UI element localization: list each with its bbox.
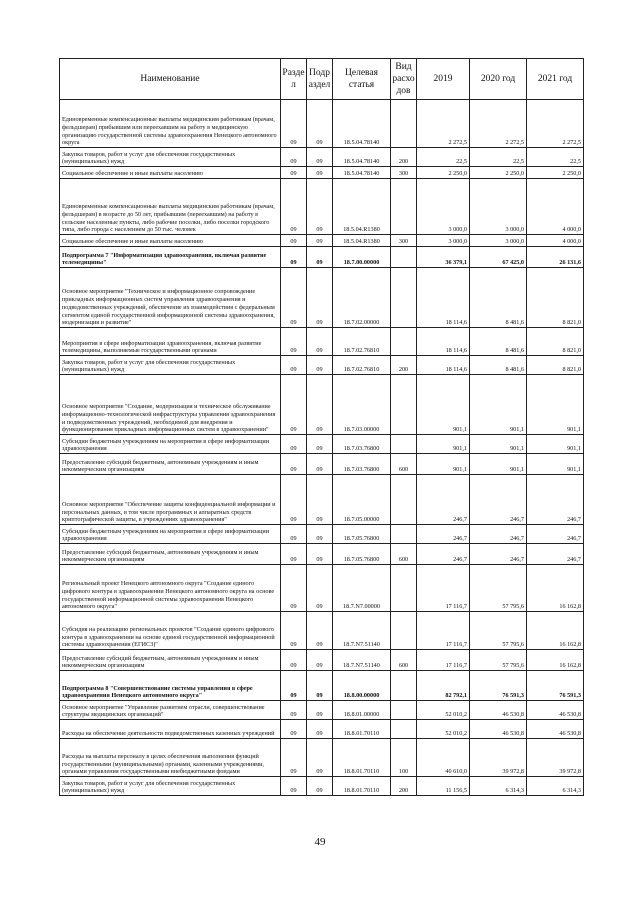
row-section: 09 [281, 328, 307, 356]
row-section: 09 [281, 544, 307, 565]
row-expense-type [391, 247, 417, 268]
table-row [60, 650, 584, 671]
row-value-2019: 22,5 [417, 148, 470, 167]
row-expense-type: 600 [391, 650, 417, 671]
row-name: Предоставление субсидий бюджетным, автономным учреждениям и иным некоммерческим организациям [60, 650, 281, 671]
header-name: Наименование [60, 59, 281, 100]
row-expense-type: 100 [391, 739, 417, 777]
table-row [60, 525, 584, 544]
budget-table [59, 58, 584, 796]
row-value-2021: 246,7 [527, 525, 584, 544]
row-expense-type: 600 [391, 454, 417, 475]
row-target-article: 18.7.02.76810 [333, 356, 391, 375]
table-row [60, 475, 584, 525]
row-name: Субсидии бюджетным учреждениям на мероприятия в сфере информатизации здравоохранения [60, 435, 281, 454]
table-row [60, 701, 584, 720]
row-value-2019: 246,7 [417, 525, 470, 544]
row-target-article: 18.8.01.70110 [333, 720, 391, 739]
row-value-2021: 901,1 [527, 435, 584, 454]
row-value-2019: 11 156,5 [417, 777, 470, 796]
row-target-article: 18.5.04.78140 [333, 100, 391, 148]
row-target-article: 18.7.05.76800 [333, 525, 391, 544]
row-subsection: 09 [307, 435, 333, 454]
row-section: 09 [281, 268, 307, 328]
row-target-article: 18.7.05.76800 [333, 544, 391, 565]
row-value-2019: 52 010,2 [417, 720, 470, 739]
row-value-2021: 2 272,5 [527, 100, 584, 148]
row-name: Мероприятия в сфере информатизации здравоохранения, включая развитие телемедицины, выполняемые государственными органами [60, 328, 281, 356]
row-name: Закупка товаров, работ и услуг для обеспечения государственных (муниципальных) нужд [60, 777, 281, 796]
row-expense-type [391, 475, 417, 525]
row-name: Расходы на выплаты персоналу в целях обеспечения выполнения функций государственными (муниципальными) органами, казенными учреждениями, органами управления государственными внебюджетными фондами [60, 739, 281, 777]
row-value-2019: 3 000,0 [417, 235, 470, 247]
row-value-2020: 76 591,3 [470, 671, 527, 701]
table-row [60, 720, 584, 739]
row-value-2020: 246,7 [470, 525, 527, 544]
row-target-article: 18.8.01.70110 [333, 739, 391, 777]
row-expense-type [391, 565, 417, 612]
row-section: 09 [281, 435, 307, 454]
table-row [60, 268, 584, 328]
row-section: 09 [281, 475, 307, 525]
row-target-article: 18.7.03.76800 [333, 454, 391, 475]
row-subsection: 09 [307, 356, 333, 375]
row-value-2019: 36 379,1 [417, 247, 470, 268]
row-value-2021: 4 000,0 [527, 179, 584, 235]
row-subsection: 09 [307, 720, 333, 739]
table-body [60, 100, 584, 796]
table-row [60, 148, 584, 167]
row-name: Единовременные компенсационные выплаты медицинским работникам (врачам, фельдшерам) в возрасте до 50 лет, прибывшим (переехавшим) на работу в сельские населенные пункты, либо рабочие поселки, либо поселки городского типа, либо города с населением до 50 тыс. человек [60, 179, 281, 235]
row-value-2019: 18 114,6 [417, 356, 470, 375]
row-value-2019: 246,7 [417, 475, 470, 525]
row-value-2020: 901,1 [470, 375, 527, 435]
row-section: 09 [281, 375, 307, 435]
row-target-article: 18.5.04.R1380 [333, 235, 391, 247]
row-expense-type [391, 375, 417, 435]
row-subsection: 09 [307, 454, 333, 475]
row-expense-type [391, 701, 417, 720]
row-expense-type [391, 612, 417, 650]
row-value-2019: 17 116,7 [417, 650, 470, 671]
row-target-article: 18.5.04.R1380 [333, 179, 391, 235]
row-section: 09 [281, 777, 307, 796]
row-expense-type: 200 [391, 356, 417, 375]
row-value-2019: 2 272,5 [417, 100, 470, 148]
table-row [60, 671, 584, 701]
row-subsection: 09 [307, 525, 333, 544]
row-value-2019: 246,7 [417, 544, 470, 565]
table-row [60, 739, 584, 777]
row-value-2021: 246,7 [527, 544, 584, 565]
row-expense-type [391, 525, 417, 544]
row-name: Предоставление субсидий бюджетным, автономным учреждениям и иным некоммерческим организациям [60, 454, 281, 475]
row-name: Основное мероприятие "Создание, модернизация и техническое обслуживание информационно-технологической инфраструктуры управления здравоохранения и подведомственных учреждений, необходимой для внедрения и функционирования прикладных информационных систем в здравоохранении" [60, 375, 281, 435]
row-subsection: 09 [307, 100, 333, 148]
row-expense-type [391, 100, 417, 148]
table-row [60, 454, 584, 475]
header-section: Разде л [281, 59, 307, 100]
header-year-2019: 2019 [417, 59, 470, 100]
row-value-2020: 46 530,8 [470, 720, 527, 739]
row-value-2019: 2 250,0 [417, 167, 470, 179]
row-subsection: 09 [307, 328, 333, 356]
row-value-2020: 901,1 [470, 454, 527, 475]
row-value-2021: 901,1 [527, 454, 584, 475]
row-value-2020: 246,7 [470, 475, 527, 525]
row-subsection: 09 [307, 701, 333, 720]
header-year-2021: 2021 год [527, 59, 584, 100]
table-row [60, 179, 584, 235]
row-section: 09 [281, 179, 307, 235]
row-expense-type: 300 [391, 235, 417, 247]
row-subsection: 09 [307, 650, 333, 671]
row-value-2020: 2 272,5 [470, 100, 527, 148]
row-name: Единовременные компенсационные выплаты медицинским работникам (врачам, фельдшерам) прибывшим или переехавшим на работу в медицинскую организацию государственной системы здравоохранения Ненецкого автономного округа [60, 100, 281, 148]
row-value-2019: 52 010,2 [417, 701, 470, 720]
row-value-2021: 901,1 [527, 375, 584, 435]
row-expense-type: 300 [391, 167, 417, 179]
row-subsection: 09 [307, 247, 333, 268]
row-target-article: 18.7.02.00000 [333, 268, 391, 328]
row-subsection: 09 [307, 375, 333, 435]
row-expense-type: 600 [391, 544, 417, 565]
row-value-2019: 3 000,0 [417, 179, 470, 235]
budget-table-page [59, 58, 583, 796]
row-value-2019: 82 792,1 [417, 671, 470, 701]
table-row [60, 375, 584, 435]
table-row [60, 100, 584, 148]
table-row [60, 612, 584, 650]
row-subsection: 09 [307, 148, 333, 167]
row-value-2020: 57 795,6 [470, 565, 527, 612]
table-row [60, 544, 584, 565]
row-expense-type [391, 328, 417, 356]
row-subsection: 09 [307, 268, 333, 328]
header-year-2020: 2020 год [470, 59, 527, 100]
row-section: 09 [281, 525, 307, 544]
row-name: Основное мероприятие "Обеспечение защиты конфиденциальной информации и персональных данных, в том числе программных и аппаратных средств криптографической защиты, в учреждениях здравоохранения" [60, 475, 281, 525]
row-value-2021: 4 000,0 [527, 235, 584, 247]
row-value-2020: 46 530,8 [470, 701, 527, 720]
row-target-article: 18.7.00.00000 [333, 247, 391, 268]
row-section: 09 [281, 612, 307, 650]
row-name: Расходы на обеспечение деятельности подведомственных казенных учреждений [60, 720, 281, 739]
row-section: 09 [281, 247, 307, 268]
row-section: 09 [281, 701, 307, 720]
row-section: 09 [281, 650, 307, 671]
header-subsection: Подр аздел [307, 59, 333, 100]
row-name: Предоставление субсидий бюджетным, автономным учреждениям и иным некоммерческим организациям [60, 544, 281, 565]
row-target-article: 18.7.02.76810 [333, 328, 391, 356]
row-value-2020: 39 972,8 [470, 739, 527, 777]
row-name: Социальное обеспечение и иные выплаты населению [60, 167, 281, 179]
row-expense-type: 200 [391, 148, 417, 167]
row-name: Социальное обеспечение и иные выплаты населению [60, 235, 281, 247]
row-target-article: 18.8.01.70110 [333, 777, 391, 796]
row-subsection: 09 [307, 179, 333, 235]
row-subsection: 09 [307, 612, 333, 650]
row-target-article: 18.7.N7.51140 [333, 612, 391, 650]
table-row [60, 328, 584, 356]
row-name: Закупка товаров, работ и услуг для обеспечения государственных (муниципальных) нужд [60, 148, 281, 167]
table-row [60, 235, 584, 247]
row-name: Основное мероприятие "Управление развитием отрасли, совершенствование структуры медицинских организаций" [60, 701, 281, 720]
row-target-article: 18.8.00.00000 [333, 671, 391, 701]
row-value-2020: 6 314,3 [470, 777, 527, 796]
table-header-row [60, 59, 584, 100]
row-name: Закупка товаров, работ и услуг для обеспечения государственных (муниципальных) нужд [60, 356, 281, 375]
row-expense-type [391, 268, 417, 328]
row-subsection: 09 [307, 671, 333, 701]
row-name: Региональный проект Ненецкого автономного округа "Создание единого цифрового контура в здравоохранении Ненецкого автономного округа на основе государственной информационной системы здравоохранения Ненецкого автономного округа" [60, 565, 281, 612]
row-value-2020: 8 481,6 [470, 328, 527, 356]
row-value-2021: 8 821,0 [527, 268, 584, 328]
row-value-2019: 17 116,7 [417, 612, 470, 650]
row-name: Основное мероприятие "Техническое и информационное сопровождение прикладных информационных систем управления здравоохранения и подведомственных учреждений, обеспечение их взаимодействия с федеральным сегментом единой государственной информационной системы здравоохранения, модернизация и развитие" [60, 268, 281, 328]
row-target-article: 18.7.03.00000 [333, 375, 391, 435]
row-section: 09 [281, 148, 307, 167]
row-value-2020: 67 425,0 [470, 247, 527, 268]
row-subsection: 09 [307, 235, 333, 247]
row-expense-type [391, 671, 417, 701]
row-value-2021: 8 821,0 [527, 328, 584, 356]
table-row [60, 565, 584, 612]
row-expense-type [391, 179, 417, 235]
page-number: 49 [314, 836, 326, 848]
row-value-2020: 57 795,6 [470, 650, 527, 671]
row-target-article: 18.8.01.00000 [333, 701, 391, 720]
row-value-2019: 18 114,6 [417, 268, 470, 328]
row-value-2019: 18 114,6 [417, 328, 470, 356]
row-subsection: 09 [307, 167, 333, 179]
row-target-article: 18.5.04.78140 [333, 167, 391, 179]
header-expense-type: Вид расхо дов [391, 59, 417, 100]
row-subsection: 09 [307, 739, 333, 777]
row-section: 09 [281, 720, 307, 739]
row-section: 09 [281, 235, 307, 247]
row-subsection: 09 [307, 475, 333, 525]
row-value-2021: 16 162,8 [527, 650, 584, 671]
row-value-2020: 2 250,0 [470, 167, 527, 179]
row-value-2021: 2 250,0 [527, 167, 584, 179]
row-value-2019: 901,1 [417, 435, 470, 454]
row-value-2020: 22,5 [470, 148, 527, 167]
row-value-2020: 3 000,0 [470, 235, 527, 247]
row-section: 09 [281, 739, 307, 777]
row-subsection: 09 [307, 777, 333, 796]
row-value-2019: 901,1 [417, 454, 470, 475]
row-section: 09 [281, 356, 307, 375]
table-row [60, 777, 584, 796]
row-value-2021: 26 131,6 [527, 247, 584, 268]
row-value-2021: 8 821,0 [527, 356, 584, 375]
row-value-2021: 6 314,3 [527, 777, 584, 796]
row-value-2021: 46 530,8 [527, 701, 584, 720]
row-value-2021: 39 972,8 [527, 739, 584, 777]
row-name: Подпрограмма 8 "Совершенствование системы управления в сфере здравоохранения Ненецкого автономного округа" [60, 671, 281, 701]
row-value-2021: 76 591,3 [527, 671, 584, 701]
row-name: Подпрограмма 7 "Информатизация здравоохранения, включая развитие телемедицины" [60, 247, 281, 268]
row-section: 09 [281, 671, 307, 701]
row-value-2020: 8 481,6 [470, 356, 527, 375]
table-row [60, 435, 584, 454]
row-value-2021: 246,7 [527, 475, 584, 525]
table-row [60, 167, 584, 179]
row-value-2021: 22,5 [527, 148, 584, 167]
row-target-article: 18.7.N7.00000 [333, 565, 391, 612]
row-target-article: 18.7.03.76800 [333, 435, 391, 454]
row-name: Субсидии бюджетным учреждениям на мероприятия в сфере информатизации здравоохранения [60, 525, 281, 544]
row-target-article: 18.5.04.78140 [333, 148, 391, 167]
row-subsection: 09 [307, 565, 333, 612]
row-section: 09 [281, 454, 307, 475]
row-value-2020: 57 795,6 [470, 612, 527, 650]
row-value-2021: 16 162,8 [527, 565, 584, 612]
row-subsection: 09 [307, 544, 333, 565]
row-target-article: 18.7.N7.51140 [333, 650, 391, 671]
row-value-2019: 17 116,7 [417, 565, 470, 612]
table-row [60, 356, 584, 375]
row-value-2020: 901,1 [470, 435, 527, 454]
row-expense-type [391, 435, 417, 454]
table-row [60, 247, 584, 268]
row-value-2019: 901,1 [417, 375, 470, 435]
row-expense-type: 200 [391, 777, 417, 796]
header-target-article: Целевая статья [333, 59, 391, 100]
row-section: 09 [281, 167, 307, 179]
row-section: 09 [281, 565, 307, 612]
row-value-2021: 16 162,8 [527, 612, 584, 650]
row-expense-type [391, 720, 417, 739]
row-section: 09 [281, 100, 307, 148]
row-value-2020: 3 000,0 [470, 179, 527, 235]
row-value-2019: 40 610,0 [417, 739, 470, 777]
row-name: Субсидия на реализацию региональных проектов "Создание единого цифрового контура в здравоохранении на основе единой государственной информационной системы здравоохранения (ЕГИСЗ)" [60, 612, 281, 650]
row-value-2020: 8 481,6 [470, 268, 527, 328]
row-value-2020: 246,7 [470, 544, 527, 565]
row-value-2021: 46 530,8 [527, 720, 584, 739]
row-target-article: 18.7.05.00000 [333, 475, 391, 525]
